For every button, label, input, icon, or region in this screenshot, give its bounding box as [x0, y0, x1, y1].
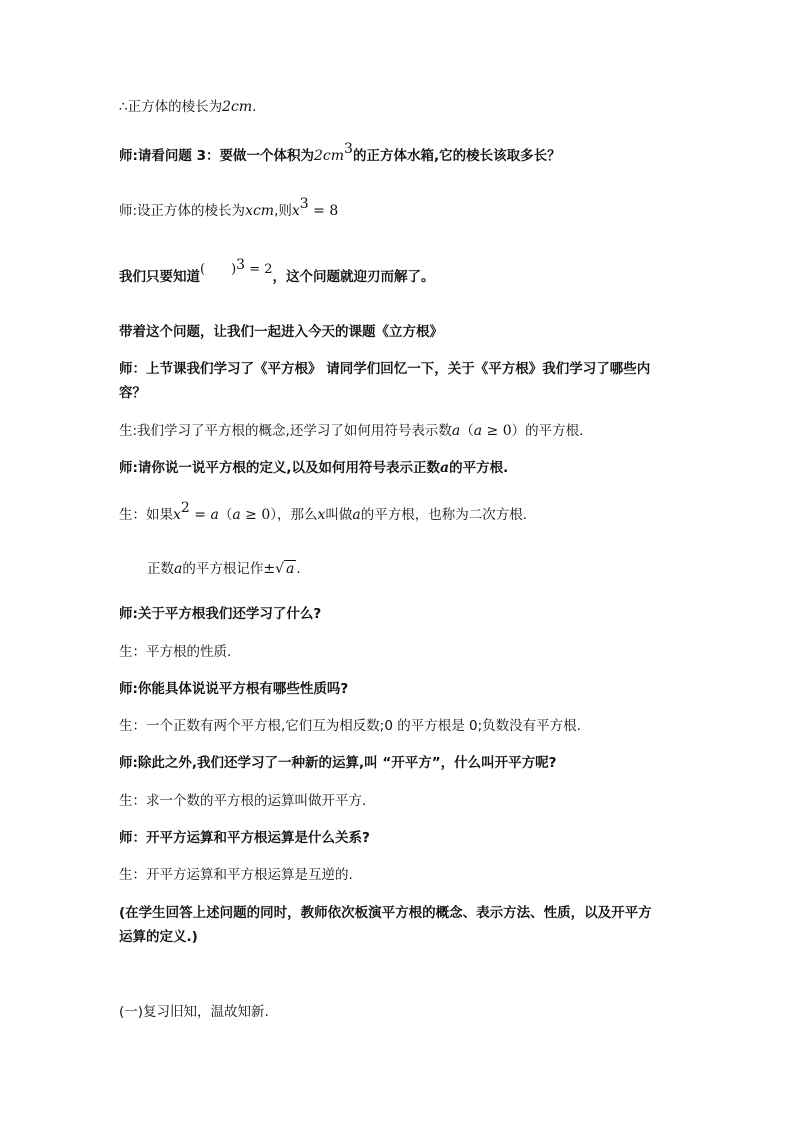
line-teacher-relationship: 师：开平方运算和平方根运算是什么关系? — [119, 830, 370, 846]
line-teacher-new-operation: 师:除此之外,我们还学习了一种新的运算,叫 “开平方”，什么叫开平方呢? — [119, 755, 557, 771]
line-teacher-ask-properties: 师:你能具体说说平方根有哪些性质吗? — [119, 681, 349, 697]
line-teacher-what-else: 师:关于平方根我们还学习了什么? — [119, 606, 322, 622]
line-teacher-note-a: (在学生回答上述问题的同时，教师依次板演平方根的概念、表示方法、性质，以及开平方 — [119, 905, 652, 921]
line-teacher-note-b: 运算的定义.) — [119, 929, 198, 945]
line-teacher-definition: 师:请你说一说平方根的定义,以及如何用符号表示正数a的平方根. — [119, 460, 509, 476]
line-student-extraction: 生：求一个数的平方根的运算叫做开平方. — [119, 793, 367, 809]
line-student-property-details: 生：一个正数有两个平方根,它们互为相反数;0 的平方根是 0;负数没有平方根. — [119, 718, 581, 734]
line-edge-length-result: ∴正方体的棱长为2cm. — [119, 99, 257, 115]
line-student-properties: 生：平方根的性质. — [119, 644, 232, 660]
line-teacher-review-a: 师：上节课我们学习了《平方根》 请同学们回忆一下，关于《平方根》我们学习了哪些内 — [119, 361, 651, 377]
line-square-root-notation: 正数a的平方根记作±√ a . — [147, 561, 301, 577]
line-student-inverse: 生：开平方运算和平方根运算是互逆的. — [119, 867, 353, 883]
section-heading-review: (一)复习旧知，温故知新. — [119, 1004, 269, 1020]
line-only-need-to-know: 我们只要知道( )$^3$ = 2，这个问题就迎刃而解了。 — [119, 257, 435, 285]
line-student-definition: 生：如果$x^2 = a(a \ge 0)$，那么x叫做a的平方根，也称为二次方根. — [119, 500, 528, 523]
line-set-edge-length: 师:设正方体的棱长为xcm,则$x^3 = 8$ — [119, 196, 339, 219]
radical-sign: √ — [275, 561, 285, 577]
line-topic-intro: 带着这个问题，让我们一起进入今天的课题《立方根》 — [119, 324, 443, 340]
line-teacher-review-b: 容？ — [119, 385, 146, 401]
line-question-3: 师:请看问题 3：要做一个体积为$2cm^3$的正方体水箱,它的棱长该取多长？ — [119, 141, 561, 164]
line-student-concept: 生:我们学习了平方根的概念,还学习了如何用符号表示数a（a ≥ 0）的平方根. — [119, 423, 584, 439]
